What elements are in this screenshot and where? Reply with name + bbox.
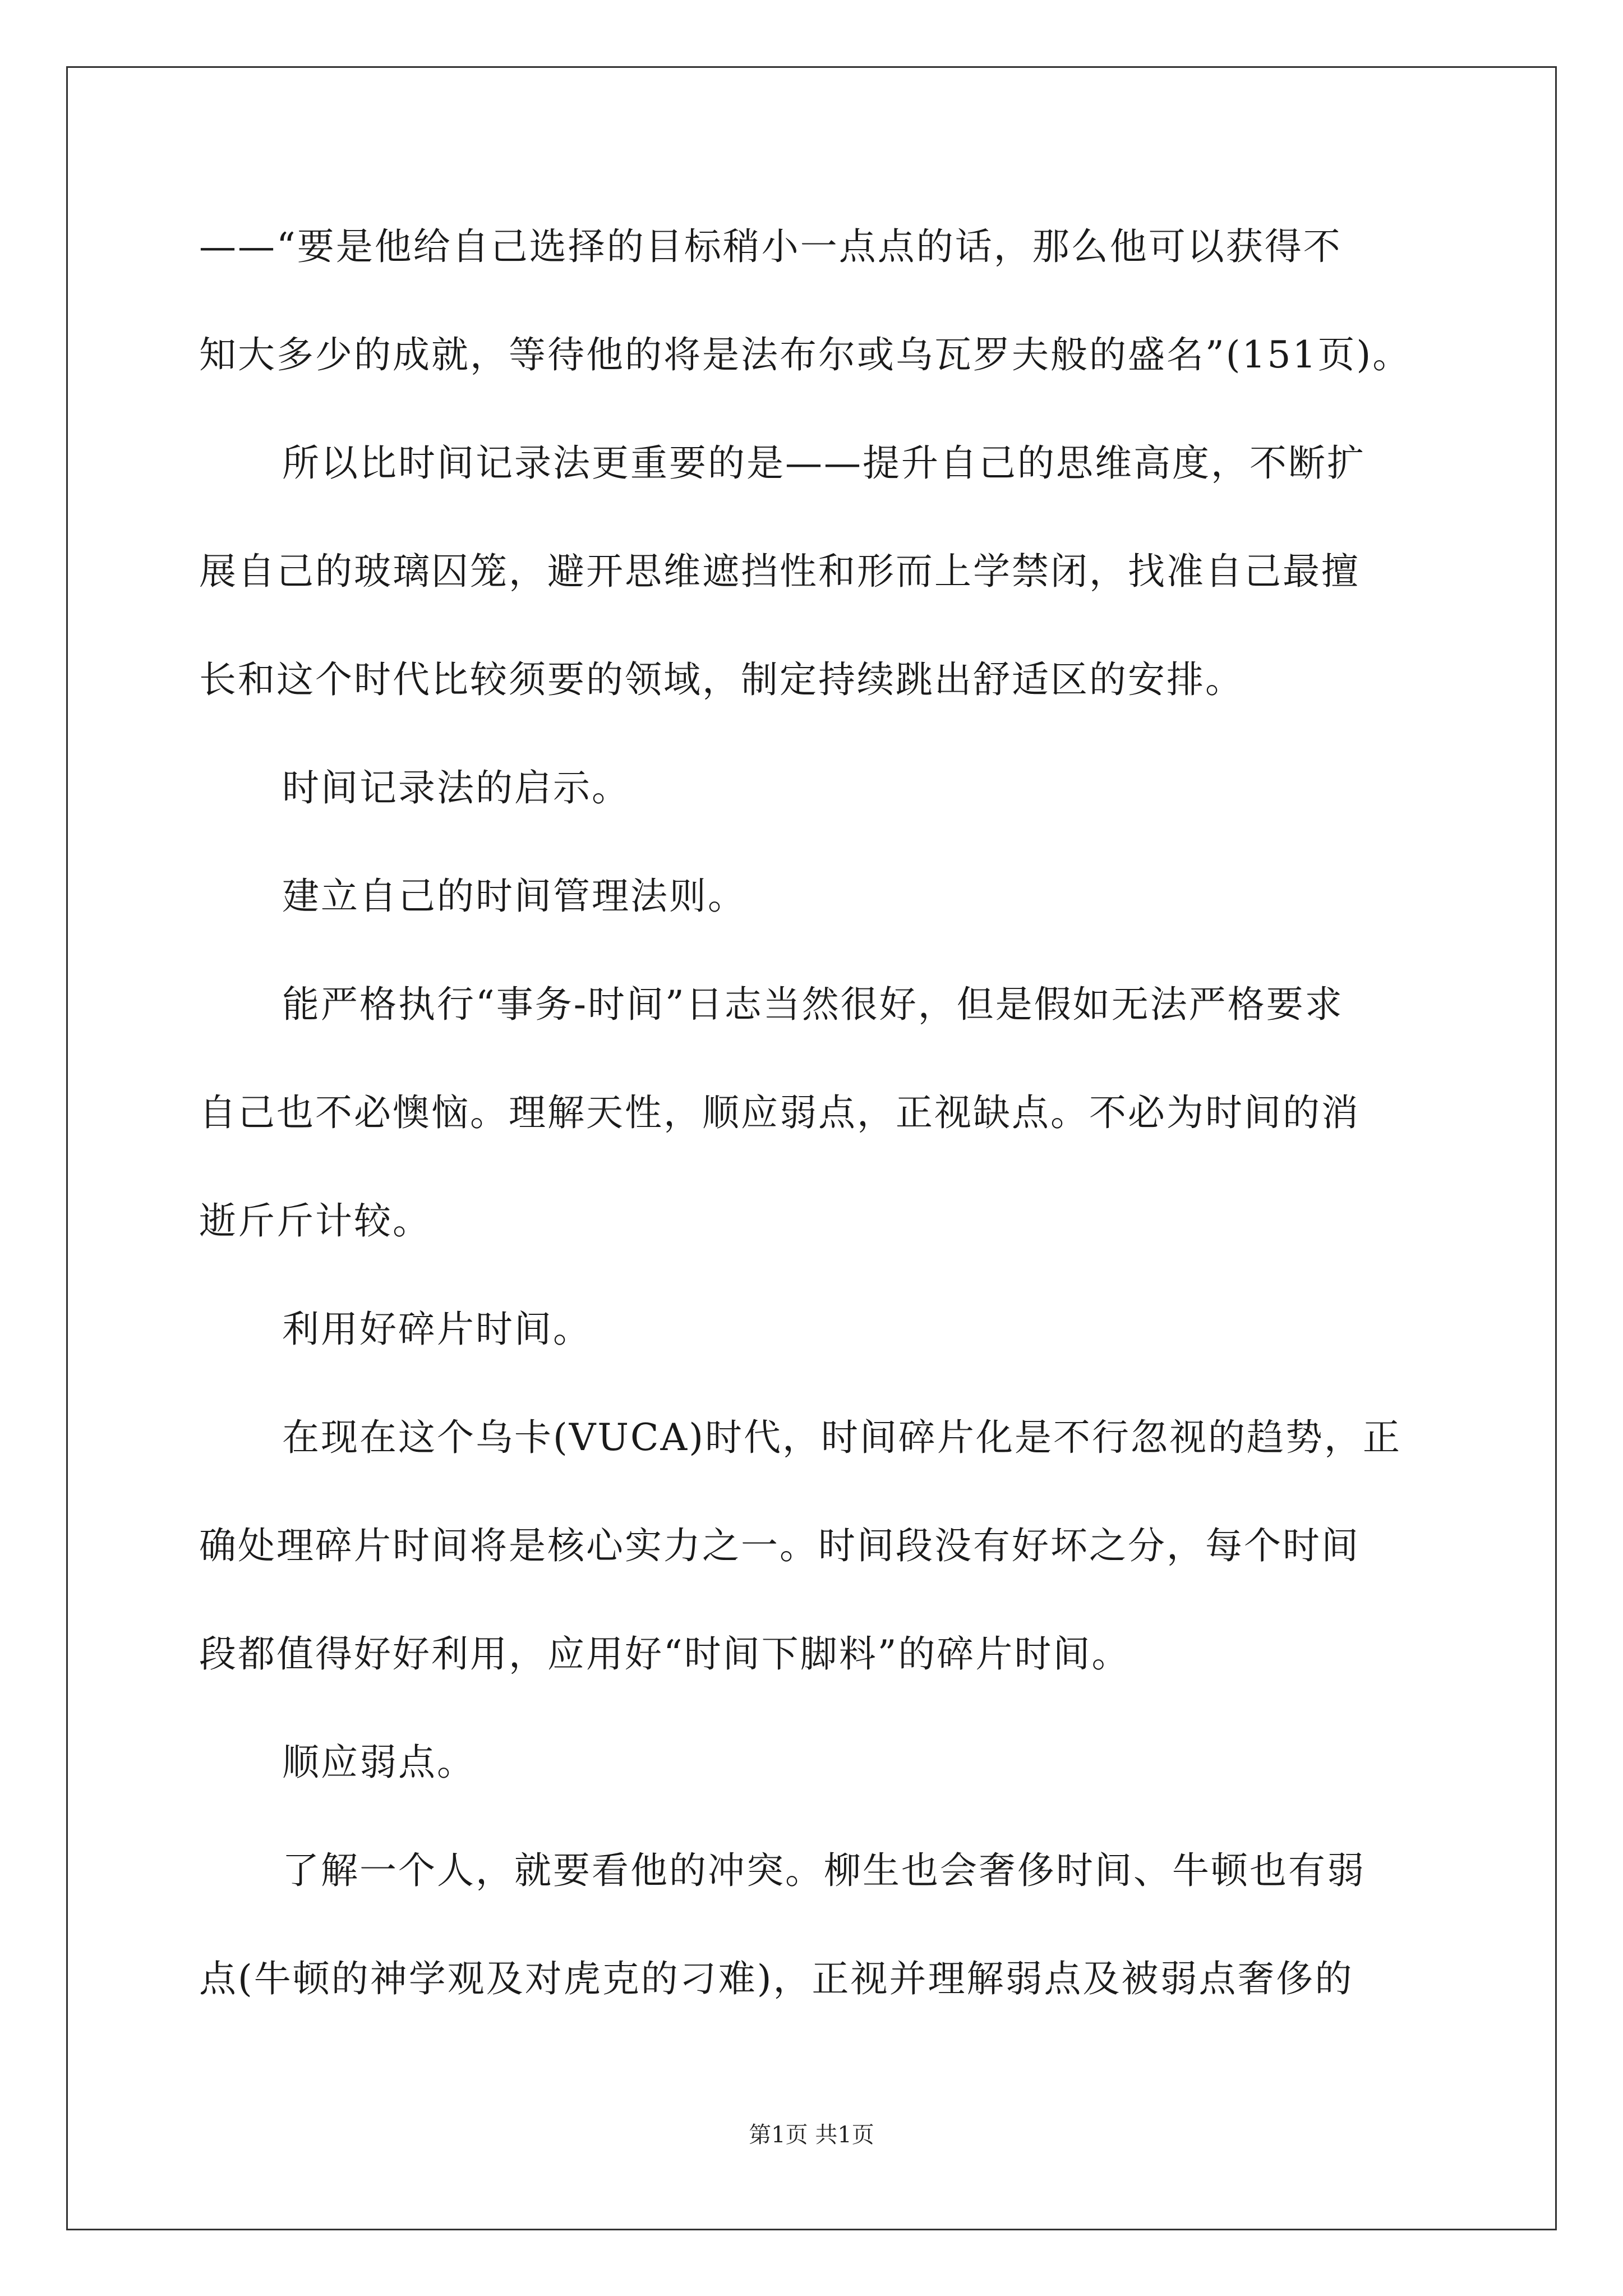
- paragraph-line: 了解一个人，就要看他的冲突。柳生也会奢侈时间、牛顿也有弱: [282, 1849, 1366, 1892]
- paragraph-line: 时间记录法的启示。: [282, 766, 630, 809]
- paragraph-line: 利用好碎片时间。: [282, 1308, 592, 1351]
- text-line: ——“要是他给自己选择的目标稍小一点点的话，那么他可以获得不: [199, 225, 1342, 268]
- paragraph-line: 在现在这个乌卡(VUCA)时代，时间碎片化是不行忽视的趋势，正: [282, 1416, 1401, 1459]
- text-line: 逝斤斤计较。: [199, 1199, 431, 1243]
- paragraph-line: 建立自己的时间管理法则。: [282, 875, 746, 918]
- text-line: 知大多少的成就，等待他的将是法布尔或乌瓦罗夫般的盛名”(151页)。: [199, 333, 1412, 376]
- text-line: 段都值得好好利用，应用好“时间下脚料”的碎片时间。: [199, 1632, 1131, 1676]
- paragraph-line: 所以比时间记录法更重要的是——提升自己的思维高度，不断扩: [282, 441, 1366, 485]
- text-line: 长和这个时代比较须要的领域，制定持续跳出舒适区的安排。: [199, 658, 1244, 701]
- page-footer: 第1页 共1页: [749, 2122, 874, 2148]
- paragraph-line: 顺应弱点。: [282, 1741, 476, 1784]
- page-border: [66, 66, 1557, 2230]
- text-line: 点(牛顿的神学观及对虎克的刁难)，正视并理解弱点及被弱点奢侈的: [199, 1957, 1354, 2000]
- text-line: 自己也不必懊恼。理解天性，顺应弱点，正视缺点。不必为时间的消: [199, 1091, 1360, 1134]
- text-line: 确处理碎片时间将是核心实力之一。时间段没有好坏之分，每个时间: [199, 1524, 1360, 1567]
- paragraph-line: 能严格执行“事务-时间”日志当然很好，但是假如无法严格要求: [282, 983, 1344, 1026]
- text-line: 展自己的玻璃囚笼，避开思维遮挡性和形而上学禁闭，找准自己最擅: [199, 550, 1360, 593]
